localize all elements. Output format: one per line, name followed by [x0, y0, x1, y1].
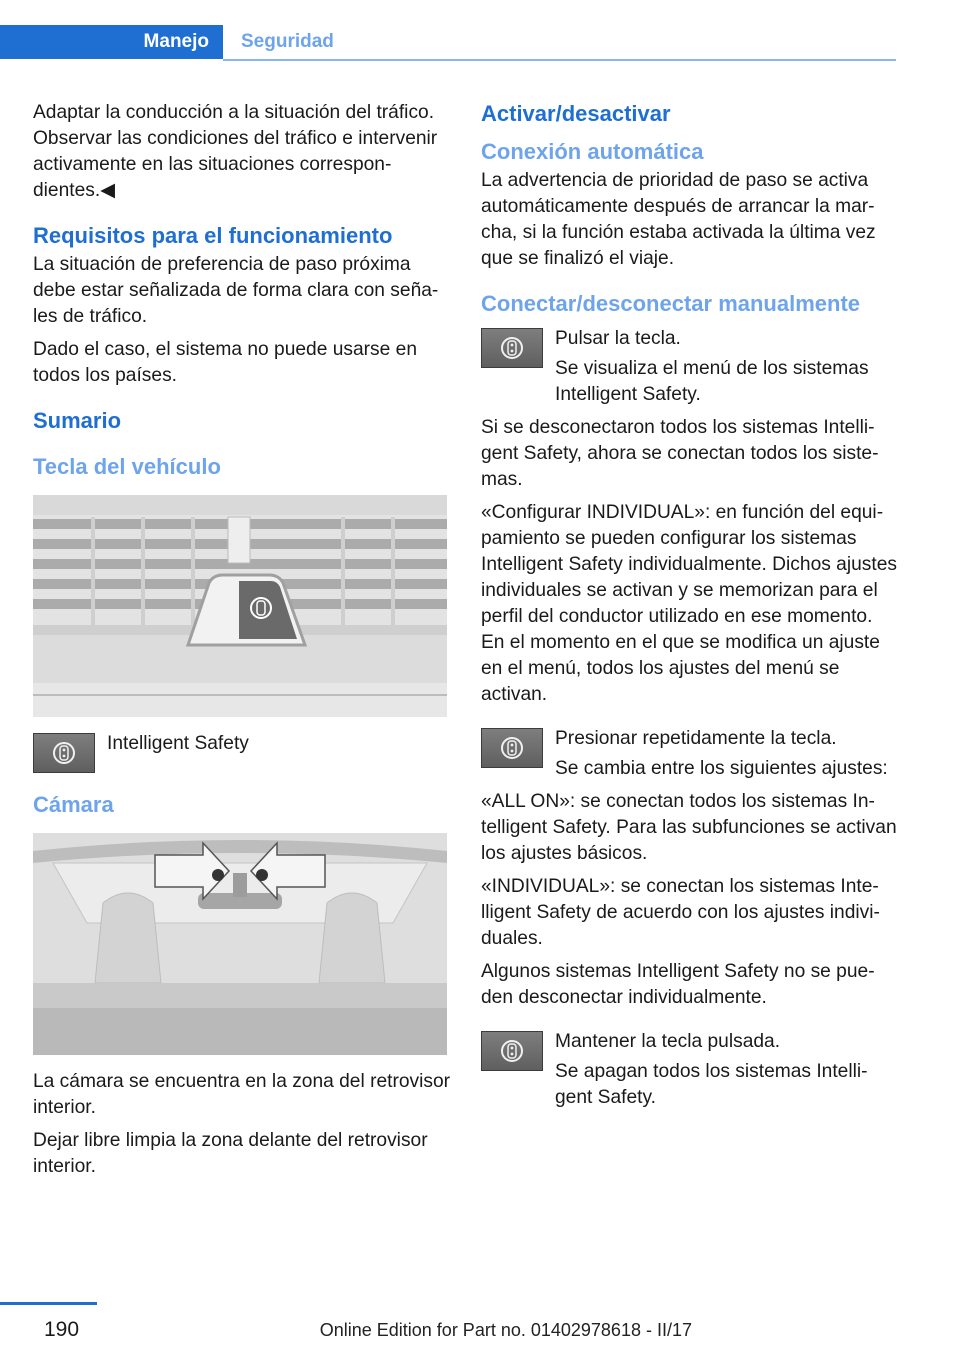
intelligent-safety-button-icon — [33, 733, 95, 773]
instruction: Mantener la tecla pulsada. — [555, 1031, 781, 1052]
vehicle-button-illustration — [33, 495, 447, 717]
tab-seguridad[interactable]: Seguridad — [241, 31, 334, 52]
heading-requisitos: Requisitos para el funcionamiento — [33, 223, 393, 248]
paragraph: «Configurar INDIVIDUAL»: en función del equipamiento se pueden configurar los sistemas Intelligent Safety individualmente. Dichos ajustes individuales se activan y se memorizan para el perfil del conductor utilizado en ese momento. En el momento en el que se modifica un ajuste en el menú, todos los ajustes del menú se activan. — [481, 502, 897, 705]
paragraph: La situación de preferencia de paso próxima debe estar señalizada de forma clara con señales de tráfico. — [33, 254, 439, 327]
paragraph: Algunos sistemas Intelligent Safety no se pueden desconectar individualmente. — [481, 961, 875, 1008]
intelligent-safety-button-icon — [481, 1031, 543, 1071]
paragraph: Adaptar la conducción a la situación del tráfico. Observar las condiciones del tráfico e intervenir activamente en las situaciones correspondientes.◀ — [33, 102, 438, 201]
heading-tecla: Tecla del vehículo — [33, 454, 221, 479]
paragraph: La cámara se encuentra en la zona del retrovisor interior. — [33, 1071, 451, 1118]
footer-rule — [0, 1302, 97, 1305]
paragraph: Dejar libre limpia la zona delante del retrovisor interior. — [33, 1130, 428, 1177]
instruction: Pulsar la tecla. — [555, 328, 681, 349]
paragraph: La advertencia de prioridad de paso se activa automáticamente después de arrancar la marcha, si la función estaba activada la última vez que se finalizó el viaje. — [481, 170, 876, 269]
intelligent-safety-button-icon — [481, 328, 543, 368]
instruction: Se cambia entre los siguientes ajustes: — [555, 758, 888, 779]
icon-row-hold — [481, 1029, 898, 1111]
instruction: Presionar repetidamente la tecla. — [555, 728, 837, 749]
paragraph: «ALL ON»: se conectan todos los sistemas Intelligent Safety. Para las subfunciones se activan los ajustes básicos. — [481, 791, 897, 864]
heading-conexion: Conexión automática — [481, 139, 704, 164]
icon-row-repeat — [481, 726, 898, 782]
right-column — [481, 100, 898, 1111]
header-rule — [223, 59, 896, 61]
tab-manejo[interactable]: Manejo — [0, 25, 223, 59]
instruction: Se visualiza el menú de los sistemas Intelligent Safety. — [555, 358, 869, 405]
icon-caption: Intelligent Safety — [107, 733, 249, 754]
header-tabs — [0, 25, 896, 59]
paragraph: «INDIVIDUAL»: se conectan los sistemas Intelligent Safety de acuerdo con los ajustes individuales. — [481, 876, 880, 949]
heading-manual: Conectar/desconectar manualmente — [481, 291, 861, 316]
icon-row-intelligent-safety — [33, 731, 451, 757]
heading-camara: Cámara — [33, 792, 114, 817]
edition-text: Online Edition for Part no. 01402978618 - II/17 — [319, 1320, 692, 1340]
icon-row-press — [481, 326, 898, 408]
intelligent-safety-button-icon — [481, 728, 543, 768]
paragraph: Si se desconectaron todos los sistemas Intelligent Safety, ahora se conectan todos los sistemas. — [481, 417, 879, 490]
heading-sumario: Sumario — [33, 408, 122, 433]
left-column — [33, 100, 451, 1187]
camera-interior-illustration — [33, 833, 447, 1055]
instruction: Se apagan todos los sistemas Intelligent Safety. — [555, 1061, 868, 1108]
heading-activar: Activar/desactivar — [481, 101, 671, 126]
page-number: 190 — [44, 1318, 80, 1341]
paragraph: Dado el caso, el sistema no puede usarse en todos los países. — [33, 339, 417, 386]
